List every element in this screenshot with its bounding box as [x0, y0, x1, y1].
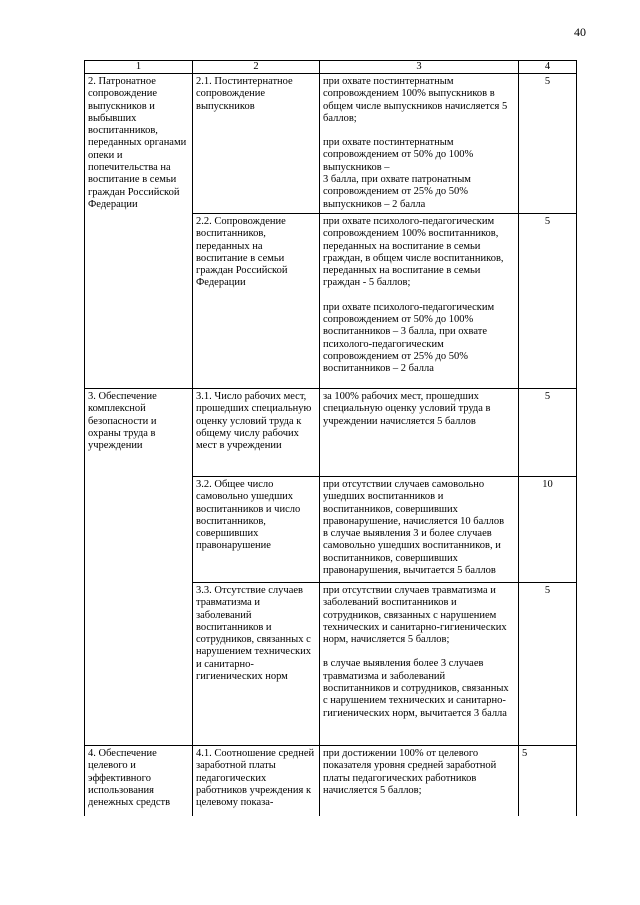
- header-cell: 4: [519, 61, 577, 74]
- section-title: 4. Обеспечение целевого и эффективного использования денежных средств: [85, 746, 193, 816]
- page-number: 40: [574, 25, 586, 39]
- header-cell: 2: [193, 61, 320, 74]
- header-cell: 1: [85, 61, 193, 74]
- table-row: [85, 746, 577, 816]
- criteria-text: 3 балла, при охвате патронатным сопровождением от 25% до 50% выпускников – 2 балла: [323, 174, 471, 210]
- header-cell: 3: [320, 61, 519, 74]
- indicator-cell: 2.2. Сопровождение воспитанников, переданных на воспитание в семьи граждан Российской Федерации: [193, 214, 320, 389]
- criteria-text: в случае выявления 3 и более случаев самовольно ушедших воспитанников, и воспитанников, совершивших правонарушения, вычитается 5 баллов: [323, 528, 501, 577]
- criteria-cell: [320, 74, 519, 214]
- score-cell: 5: [519, 389, 577, 477]
- criteria-text: при отсутствии случаев травматизма и заболеваний воспитанников и сотрудников, связанных с нарушением технических и санитарно-гигиенических норм, начисляется 5 баллов;: [323, 585, 507, 646]
- criteria-text: за 100% рабочих мест, прошедших специальную оценку условий труда в учреждении начисляется 5 баллов: [323, 391, 491, 427]
- criteria-text: при охвате постинтернатным сопровождением от 50% до 100% выпускников –: [323, 137, 474, 173]
- score-cell: 10: [519, 477, 577, 583]
- indicator-cell: 3.1. Число рабочих мест, прошедших специальную оценку условий труда к общему числу рабочих мест в учреждении: [193, 389, 320, 477]
- indicator-cell: 4.1. Соотношение средней заработной платы педагогических работников учреждения к целевому показа-: [193, 746, 320, 816]
- criteria-cell: [320, 389, 519, 477]
- criteria-table: [84, 60, 577, 816]
- criteria-text: при охвате психолого-педагогическим сопровождением 100% воспитанников, переданных на воспитание в семьи граждан, в общем числе воспитанников, переданных на воспитание в семьи граждан - 5 баллов;: [323, 216, 504, 289]
- indicator-cell: 2.1. Постинтернатное сопровождение выпускников: [193, 74, 320, 214]
- score-cell: 5: [519, 583, 577, 746]
- score-cell: 5: [519, 74, 577, 214]
- section-title: 3. Обеспечение комплексной безопасности и охраны труда в учреждении: [85, 389, 193, 746]
- section-title: 2. Патронатное сопровождение выпускников и выбывших воспитанников, переданных органами опеки и попечительства на воспитание в семьи граждан Российской Федерации: [85, 74, 193, 389]
- criteria-text: при отсутствии случаев самовольно ушедших воспитанников и воспитанников, совершивших правонарушение, начисляется 10 баллов: [323, 479, 505, 527]
- criteria-text: в случае выявления более 3 случаев травматизма и заболеваний воспитанников и сотрудников, связанных с нарушением технических и санитарно-гигиенических норм, вычитается 3 балла: [323, 658, 509, 719]
- table-row: [85, 74, 577, 214]
- criteria-cell: [320, 477, 519, 583]
- criteria-cell: [320, 746, 519, 816]
- criteria-cell: [320, 583, 519, 746]
- indicator-cell: 3.3. Отсутствие случаев травматизма и заболеваний воспитанников и сотрудников, связанных с нарушением технических и санитарно-гигиенических норм: [193, 583, 320, 746]
- indicator-cell: 3.2. Общее число самовольно ушедших воспитанников и число воспитанников, совершивших правонарушение: [193, 477, 320, 583]
- criteria-text: при охвате психолого-педагогическим сопровождением от 50% до 100% воспитанников – 3 балла, при охвате психолого-педагогическим сопровождением от 25% до 50% воспитанников – 2 балла: [323, 301, 495, 375]
- score-cell: 5: [519, 746, 577, 816]
- criteria-cell: [320, 214, 519, 389]
- table-row: [85, 389, 577, 477]
- criteria-text: при достижении 100% от целевого показателя уровня средней заработной платы педагогических работников начисляется 5 баллов;: [323, 748, 497, 796]
- criteria-text: при охвате постинтернатным сопровождением 100% выпускников в общем числе выпускников начисляется 5 баллов;: [323, 76, 508, 124]
- header-row: [85, 61, 577, 74]
- score-cell: 5: [519, 214, 577, 389]
